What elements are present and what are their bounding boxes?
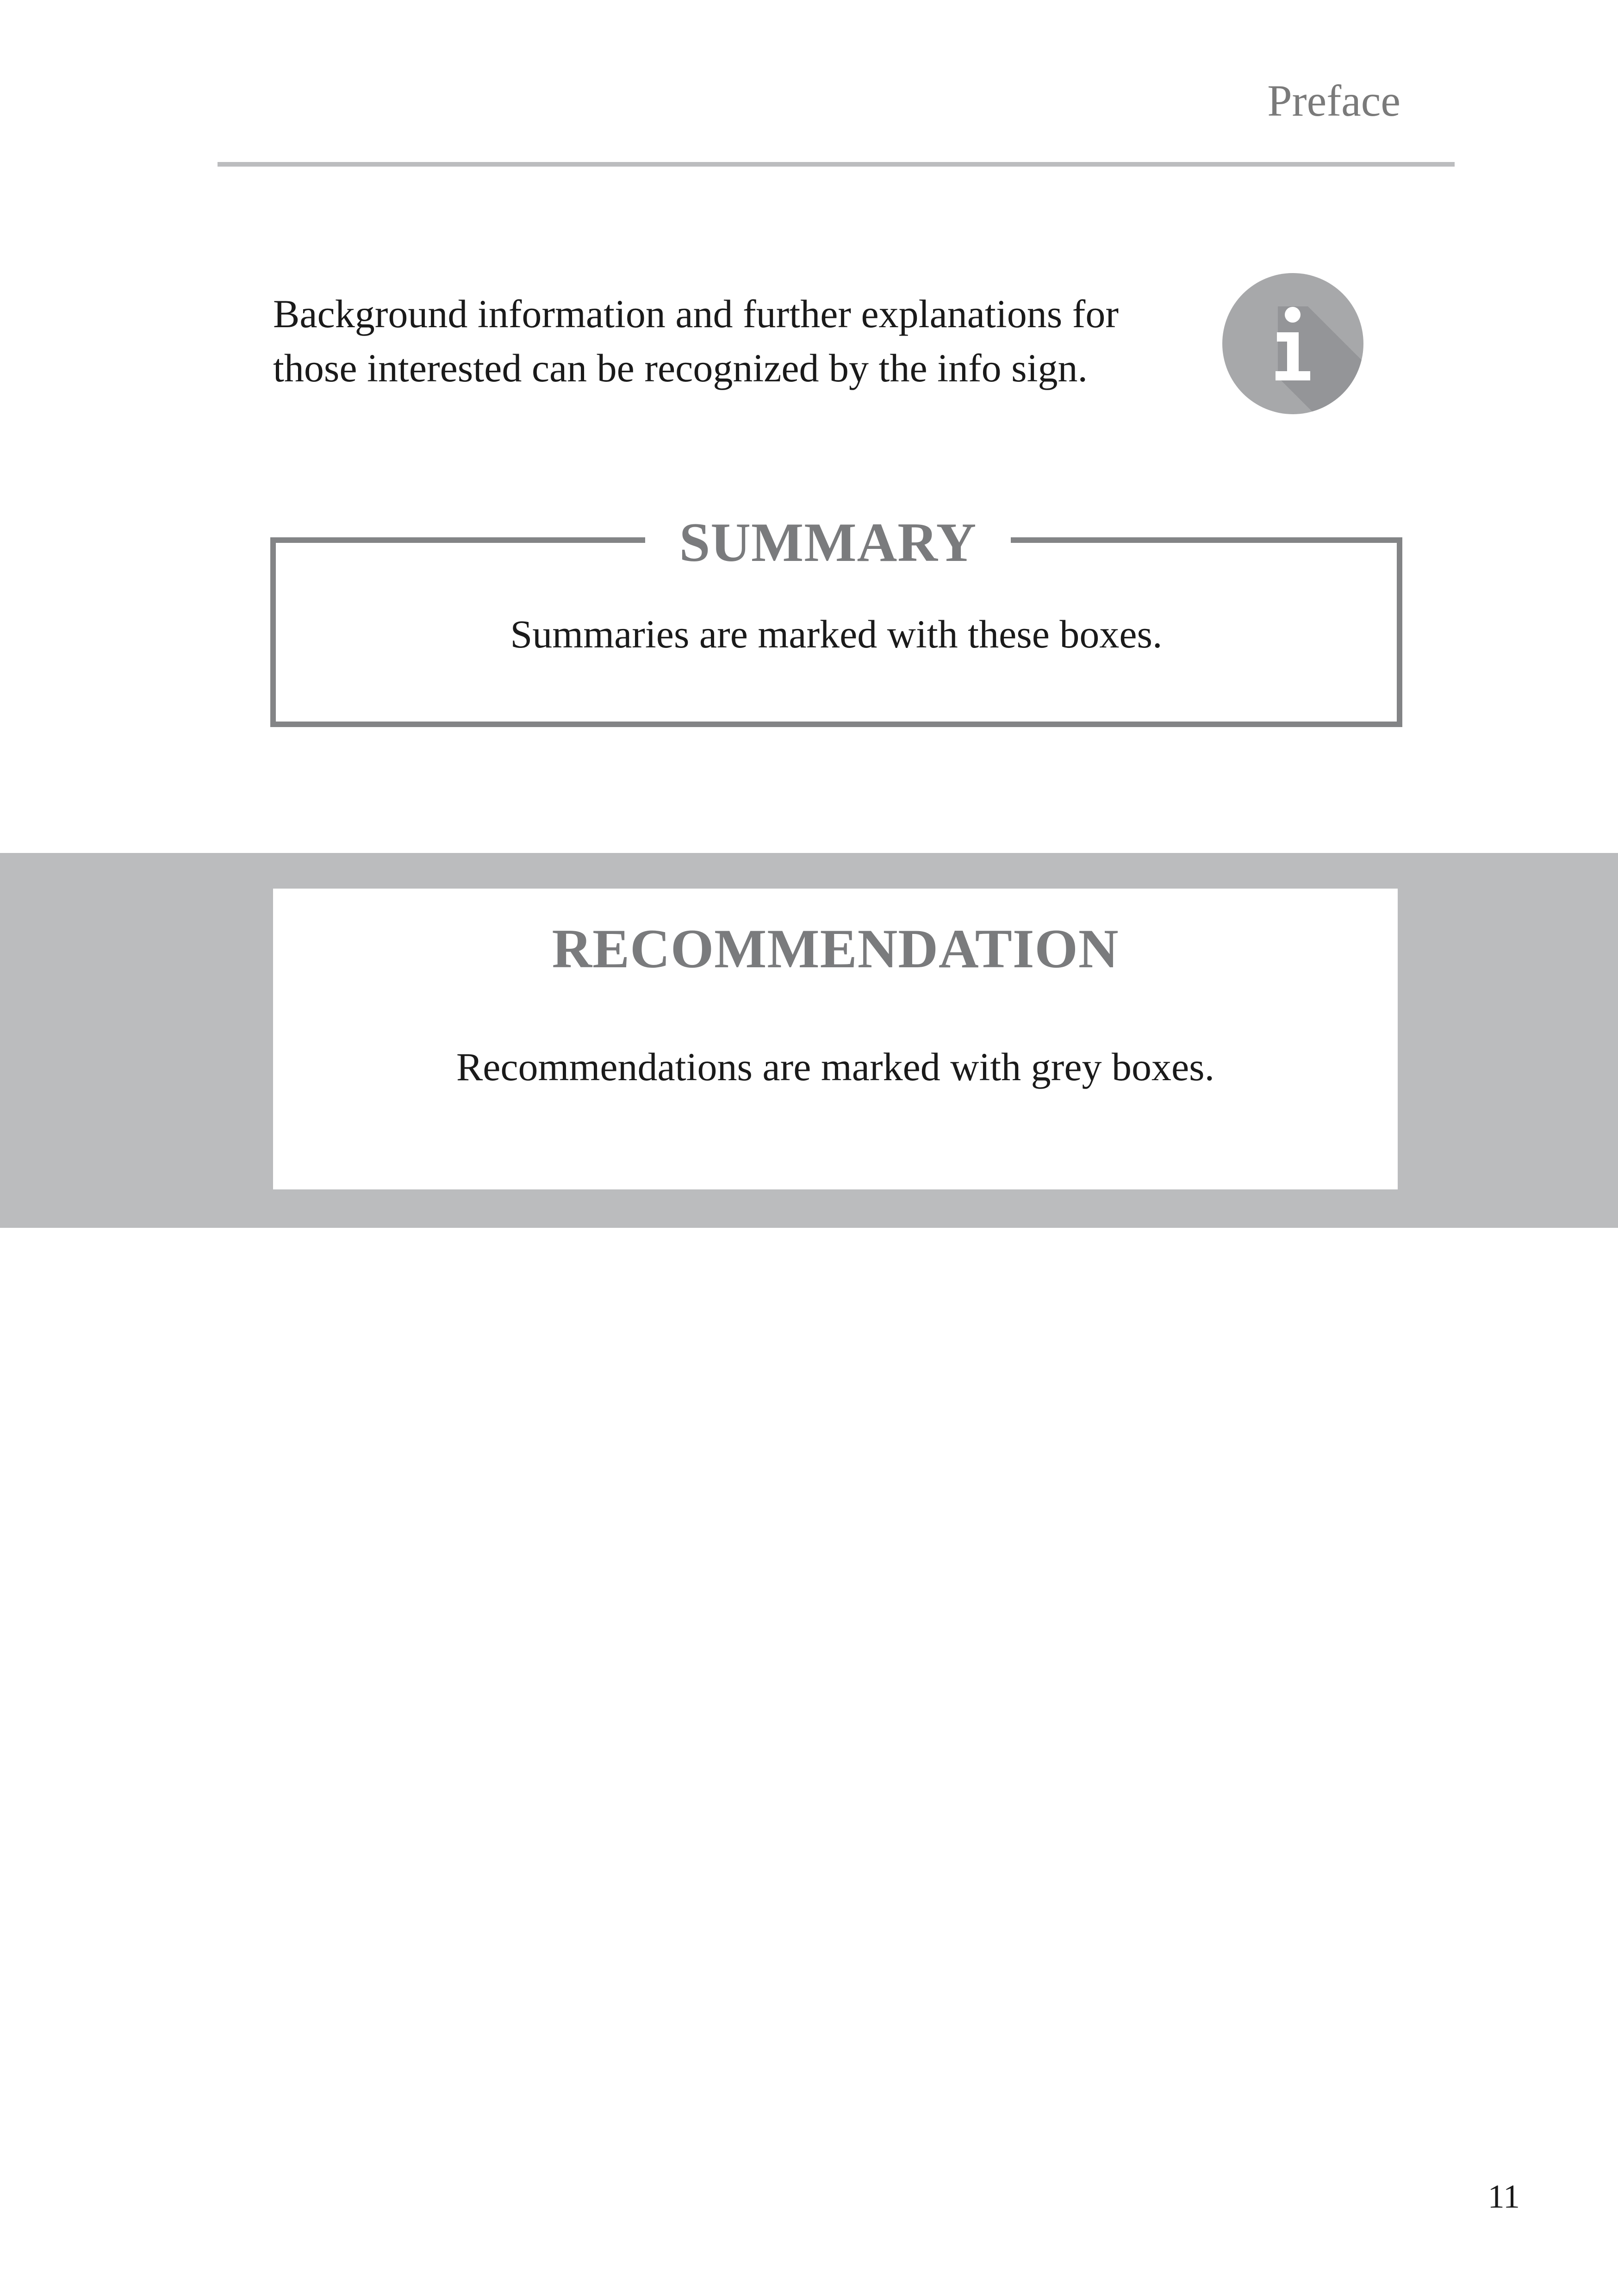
running-head: Preface	[1267, 76, 1400, 125]
info-icon-graphic	[1222, 273, 1363, 414]
summary-text: Summaries are marked with these boxes.	[510, 612, 1163, 656]
info-paragraph	[273, 287, 1217, 395]
info-icon	[1222, 273, 1363, 414]
recommendation-title: RECOMMENDATION	[552, 918, 1119, 979]
recommendation-text: Recommendations are marked with grey boxes.	[456, 1045, 1215, 1089]
info-line-2: those interested can be recognized by the info sign.	[273, 346, 1088, 390]
info-line-1: Background information and further explanations for	[273, 292, 1119, 336]
info-icon-glyph: i	[1222, 273, 1223, 274]
page-number: 11	[1487, 2178, 1520, 2215]
summary-title: SUMMARY	[645, 512, 1011, 572]
header-rule	[218, 162, 1455, 167]
